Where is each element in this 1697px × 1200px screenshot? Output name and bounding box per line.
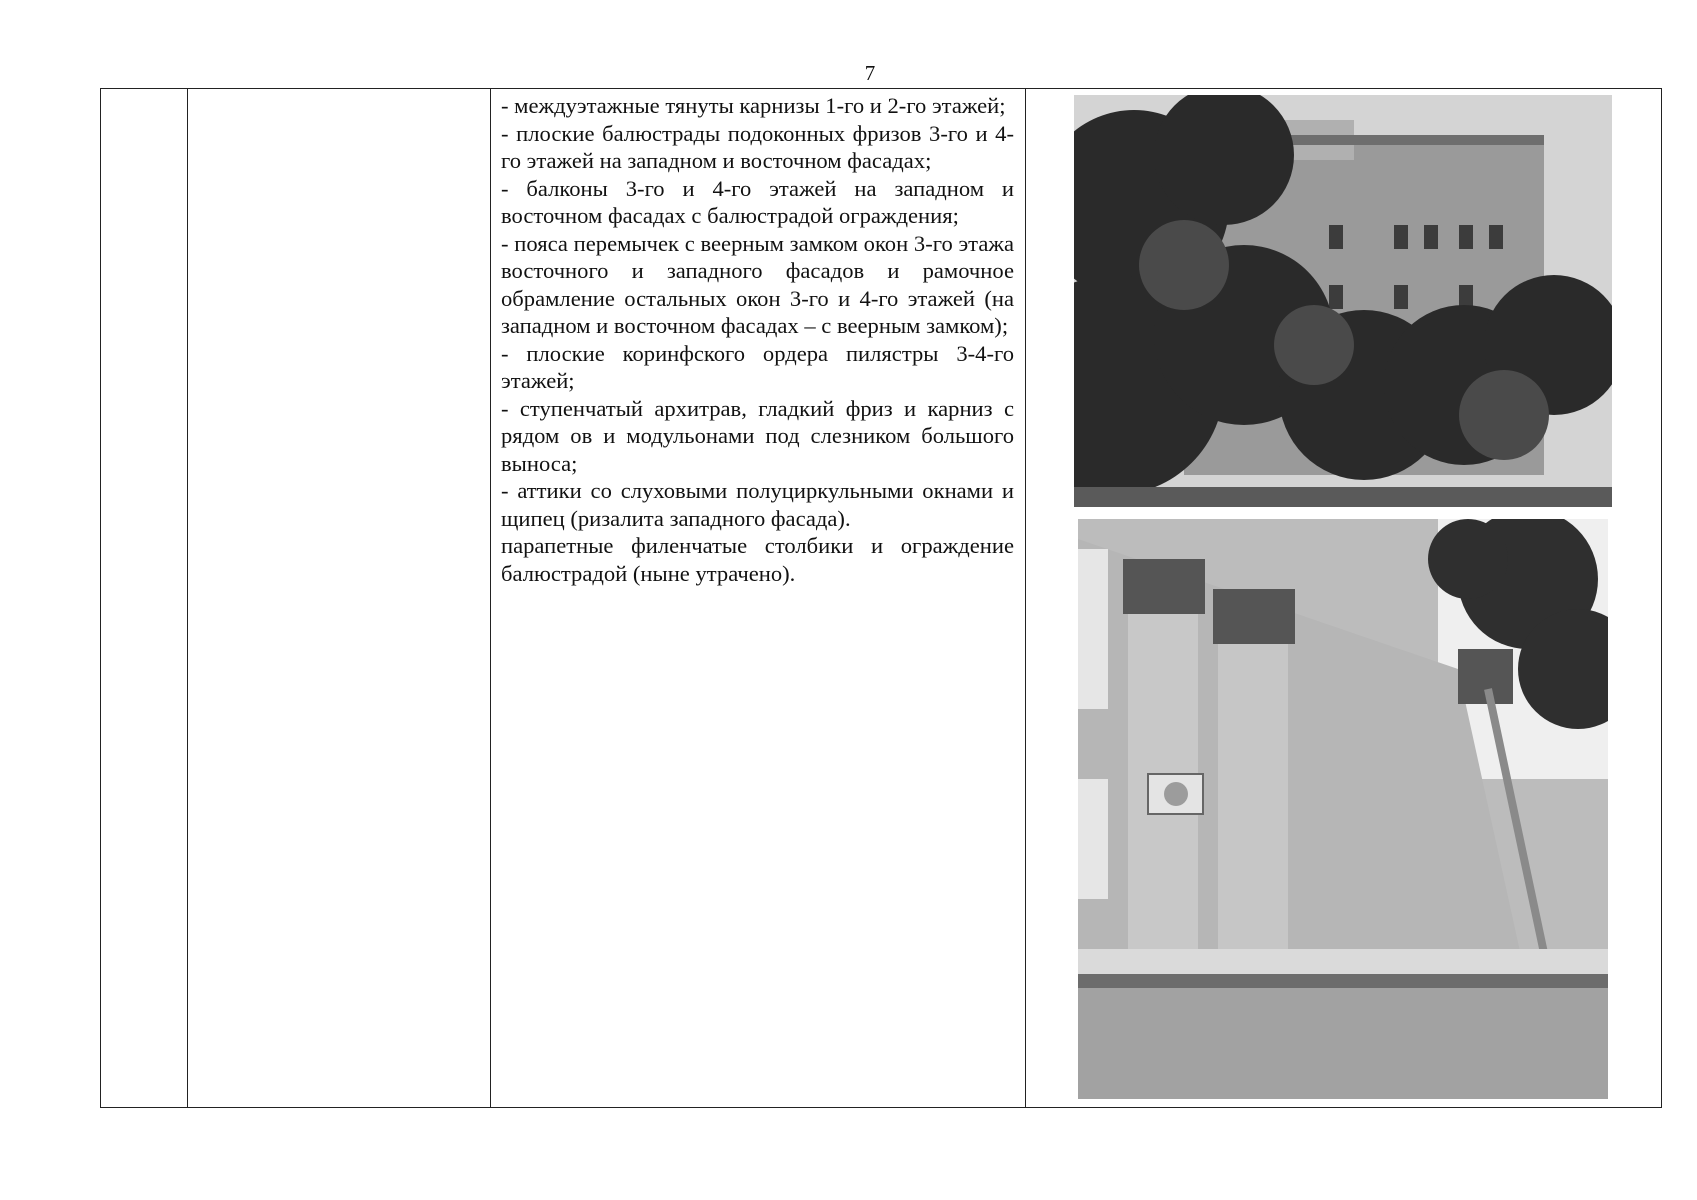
table-cell-index: [101, 89, 188, 1107]
building-facade-photo: [1074, 95, 1612, 507]
feature-item: - плоские балюстрады подоконных фризов 3-го и 4-го этажей на западном и восточном фасадах;: [501, 120, 1014, 173]
page-number: 7: [864, 61, 876, 85]
feature-item: - аттики со слуховыми полуциркульными окнами и щипец (ризалита западного фасада).: [501, 478, 1014, 531]
pilaster-capitals-photo: [1078, 519, 1608, 1099]
feature-item: - междуэтажные тянуты карнизы 1-го и 2-го этажей;: [501, 93, 1006, 118]
table-cell-photos: [1026, 89, 1661, 1107]
feature-item: - ступенчатый архитрав, гладкий фриз и карниз с рядом ов и модульонами под слезником большого выноса;: [501, 395, 1014, 476]
feature-item: - пояса перемычек с веерным замком окон 3-го этажа восточного и западного фасадов и рамочное обрамление остальных окон 3-го и 4-го этажей (на западном и восточном фасадах – с веерным замком);: [501, 230, 1014, 338]
feature-item: - плоские коринфского ордера пилястры 3-4-го этажей;: [501, 340, 1014, 393]
table-cell-object: [188, 89, 491, 1107]
feature-item: парапетные филенчатые столбики и ограждение балюстрадой (ныне утрачено).: [501, 533, 1014, 586]
table-cell-features: [491, 89, 1026, 1107]
feature-item: - балконы 3-го и 4-го этажей на западном и восточном фасадах с балюстрадой ограждения;: [501, 175, 1014, 228]
document-table: [100, 88, 1662, 1108]
